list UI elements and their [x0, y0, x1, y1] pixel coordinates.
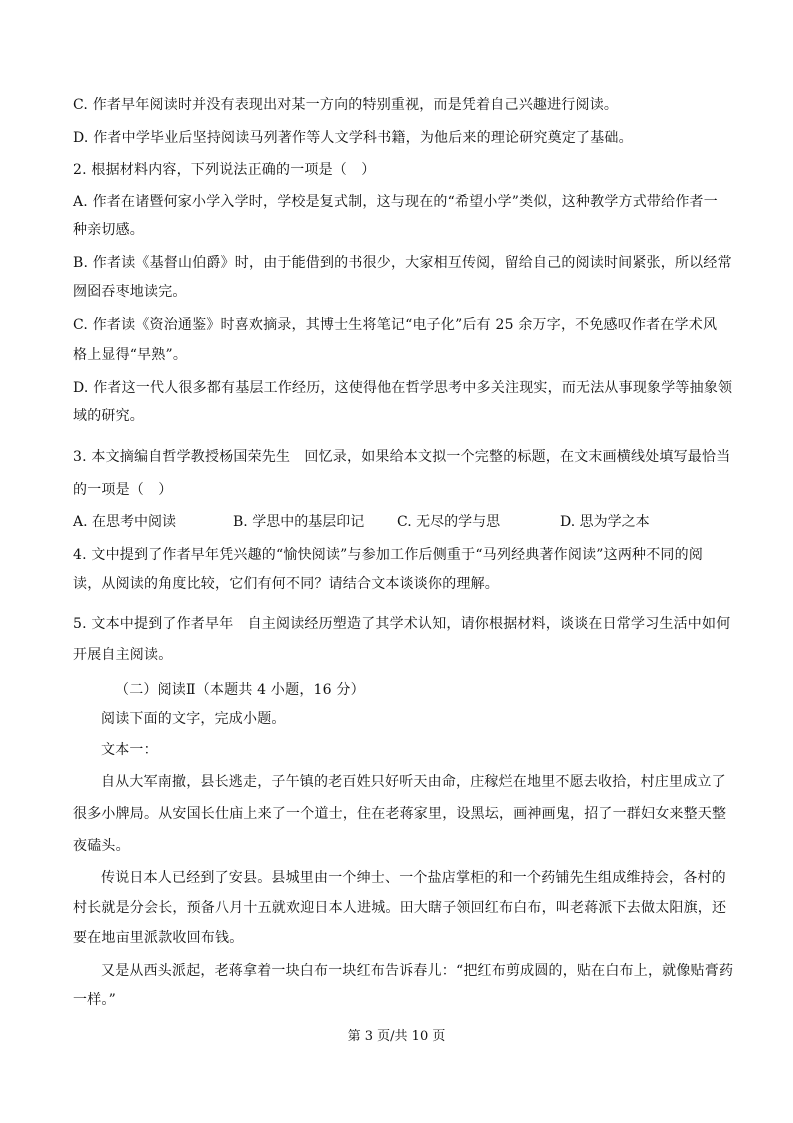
page-number: 第 3 页/共 10 页: [347, 1029, 446, 1044]
passage-para2-cont1: 村长就是分会长，预备八月十五就欢迎日本人进城。田大瞎子领回红布白布，叫老蒋派下去做太阳旗，还: [73, 900, 727, 916]
question-3: 3. 本文摘编自哲学教授杨国荣先生 回忆录，如果给本文拟一个完整的标题，在文末画横线处填写最恰当: [73, 449, 731, 465]
option-c-q2: C. 作者读《资治通鉴》时喜欢摘录，其博士生将笔记“电子化”后有 25 余万字，不免感叹作者在学术风: [73, 317, 718, 333]
option-d-q2-cont: 域的研究。: [73, 408, 144, 424]
passage-para1-cont1: 很多小牌局。从安国长仕庙上来了一个道士，住在老蒋家里，设黑坛，画神画鬼，招了一群妇女来整天整: [73, 806, 727, 822]
text-one-label: 文本一：: [101, 742, 158, 758]
option-b-q3: B. 学思中的基层印记: [233, 514, 365, 530]
passage-para1: 自从大军南撤，县长逃走，子午镇的老百姓只好听天由命，庄稼烂在地里不愿去收拾，村庄里成立了: [101, 774, 726, 790]
instruction: 阅读下面的文字，完成小题。: [101, 711, 286, 727]
option-c-q1: C. 作者早年阅读时并没有表现出对某一方向的特别重视，而是凭着自己兴趣进行阅读。: [73, 97, 619, 113]
passage-para3: 又是从西头派起，老蒋拿着一块白布一块红布告诉春儿：“把红布剪成圆的，贴在白布上，就像贴膏药: [101, 963, 734, 979]
option-d-q3: D. 思为学之本: [560, 514, 650, 530]
option-a-q3: A. 在思考中阅读: [73, 514, 177, 530]
option-a-q2-cont: 种亲切感。: [73, 222, 144, 238]
passage-para2-cont2: 要在地亩里派款收回布钱。: [73, 930, 244, 946]
question-5-cont: 开展自主阅读。: [73, 647, 173, 663]
question-4-cont: 读，从阅读的角度比较，它们有何不同？请结合文本谈谈你的理解。: [73, 576, 499, 592]
option-d-q2: D. 作者这一代人很多都有基层工作经历，这使得他在哲学思考中多关注现实，而无法从事现象学等抽象领: [73, 380, 733, 396]
option-d-q1: D. 作者中学毕业后坚持阅读马列著作等人文学科书籍，为他后来的理论研究奠定了基础。: [73, 130, 633, 146]
option-b-q2: B. 作者读《基督山伯爵》时，由于能借到的书很少，大家相互传阅，留给自己的阅读时间紧张，所以经常: [73, 255, 732, 271]
option-a-q2: A. 作者在诸暨何家小学入学时，学校是复式制，这与现在的“希望小学”类似，这种教学方式带给作者一: [73, 194, 718, 210]
question-3-cont: 的一项是（ ）: [73, 482, 173, 498]
section-heading: （二）阅读Ⅱ（本题共 4 小题，16 分）: [115, 682, 365, 698]
passage-para2: 传说日本人已经到了安县。县城里由一个绅士、一个盐店掌柜的和一个药铺先生组成维持会，各村的: [101, 870, 726, 886]
passage-para3-cont: 一样。”: [73, 992, 116, 1008]
passage-para1-cont2: 夜磕头。: [73, 838, 130, 854]
question-2: 2. 根据材料内容，下列说法正确的一项是（ ）: [73, 162, 376, 178]
option-b-q2-cont: 囫囵吞枣地读完。: [73, 284, 187, 300]
option-c-q3: C. 无尽的学与思: [397, 514, 501, 530]
question-4: 4. 文中提到了作者早年凭兴趣的“愉快阅读”与参加工作后侧重于“马列经典著作阅读”这两种不同的阅: [73, 547, 704, 563]
question-5: 5. 文本中提到了作者早年 自主阅读经历塑造了其学术认知，请你根据材料，谈谈在日常学习生活中如何: [73, 616, 731, 632]
option-c-q2-cont: 格上显得“早熟”。: [73, 347, 188, 363]
